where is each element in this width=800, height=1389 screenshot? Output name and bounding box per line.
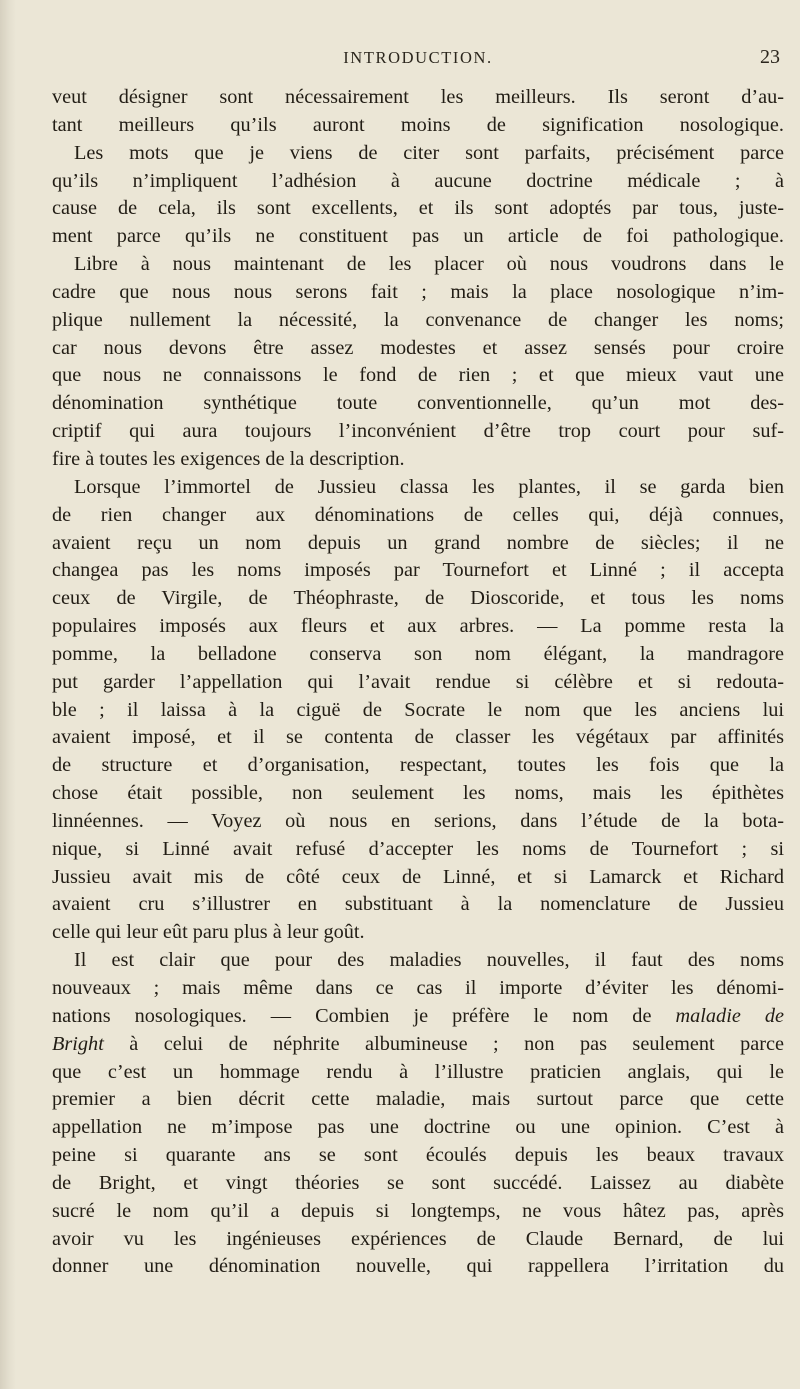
text-line: cadre que nous nous serons fait ; mais la place nosologique n’im- [52,280,784,303]
text-line: avaient imposé, et il se contenta de classer les végétaux par affinités [52,726,784,749]
text-fragment: nations nosologiques. — Combien je préfère le nom de [52,1004,676,1027]
page-binding-shadow [0,0,16,1389]
text-line: donner une dénomination nouvelle, qui rappellera l’irritation du [52,1255,784,1278]
text-line: put garder l’appellation qui l’avait rendue si célèbre et si redouta- [52,670,784,693]
text-line: celle qui leur eût paru plus à leur goût. [52,921,365,944]
text-line: que nous ne connaissons le fond de rien ; et que mieux vaut une [52,364,784,387]
text-line: criptif qui aura toujours l’inconvénient d’être trop court pour suf- [52,420,784,443]
text-line: avaient cru s’illustrer en substituant à la nomenclature de Jussieu [52,893,784,916]
text-line: premier a bien décrit cette maladie, mais surtout parce que cette [52,1088,784,1111]
text-line: qu’ils n’impliquent l’adhésion à aucune doctrine médicale ; à [52,169,784,192]
text-line: linnéennes. — Voyez où nous en serions, dans l’étude de la bota- [52,809,784,832]
text-line: Jussieu avait mis de côté ceux de Linné, et si Lamarck et Richard [52,865,784,888]
text-line: Lorsque l’immortel de Jussieu classa les plantes, il se garda bien [74,475,784,498]
italic-term: Bright [52,1032,104,1055]
running-head [52,46,784,80]
text-line: de structure et d’organisation, respectant, toutes les fois que la [52,754,784,777]
page-number: 23 [760,46,780,68]
text-line: appellation ne m’impose pas une doctrine ou une opinion. C’est à [52,1116,784,1139]
text-line: de Bright, et vingt théories se sont succédé. Laissez au diabète [52,1171,784,1194]
text-line: ceux de Virgile, de Théophraste, de Dioscoride, et tous les noms [52,587,784,610]
text-fragment: à celui de néphrite albumineuse ; non pas seulement parce [103,1032,784,1055]
text-line: sucré le nom qu’il a depuis si longtemps, ne vous hâtez pas, après [52,1199,784,1222]
text-line: avaient reçu un nom depuis un grand nombre de siècles; il ne [52,531,784,554]
text-line: peine si quarante ans se sont écoulés depuis les beaux travaux [52,1144,784,1167]
text-line: ble ; il laissa à la ciguë de Socrate le nom que les anciens lui [52,698,784,721]
running-title: INTRODUCTION. [343,48,493,67]
text-line: Il est clair que pour des maladies nouvelles, il faut des noms [74,949,784,972]
text-line: Libre à nous maintenant de les placer où nous voudrons dans le [74,253,784,276]
text-line: changea pas les noms imposés par Tournefort et Linné ; il accepta [52,559,784,582]
text-line: cause de cela, ils sont excellents, et ils sont adoptés par tous, juste- [52,197,784,220]
text-line [52,1003,784,1031]
book-page [52,46,784,1376]
body-text [52,84,784,1281]
text-line: que c’est un hommage rendu à l’illustre praticien anglais, qui le [52,1060,784,1083]
text-line: veut désigner sont nécessairement les meilleurs. Ils seront d’au- [52,86,784,108]
text-line: avoir vu les ingénieuses expériences de Claude Bernard, de lui [52,1227,784,1250]
text-line: populaires imposés aux fleurs et aux arbres. — La pomme resta la [52,615,784,638]
text-line: plique nullement la nécessité, la convenance de changer les noms; [52,308,784,331]
text-line: ment parce qu’ils ne constituent pas un article de foi pathologique. [52,225,784,248]
text-line: chose était possible, non seulement les noms, mais les épithètes [52,782,784,805]
text-line: pomme, la belladone conserva son nom élégant, la mandragore [52,642,784,665]
text-line: nouveaux ; mais même dans ce cas il importe d’éviter les dénomi- [52,977,784,999]
text-line: tant meilleurs qu’ils auront moins de signification nosologique. [52,113,784,136]
text-line: Les mots que je viens de citer sont parfaits, précisément parce [74,141,784,164]
text-line: car nous devons être assez modestes et assez sensés pour croire [52,336,784,359]
text-line: dénomination synthétique toute conventionnelle, qu’un mot des- [52,392,784,415]
text-line: nique, si Linné avait refusé d’accepter les noms de Tournefort ; si [52,837,784,860]
text-line: de rien changer aux dénominations de celles qui, déjà connues, [52,503,784,526]
text-line [52,1031,784,1059]
text-line: fire à toutes les exigences de la description. [52,447,405,470]
italic-term: maladie de [675,1004,784,1027]
